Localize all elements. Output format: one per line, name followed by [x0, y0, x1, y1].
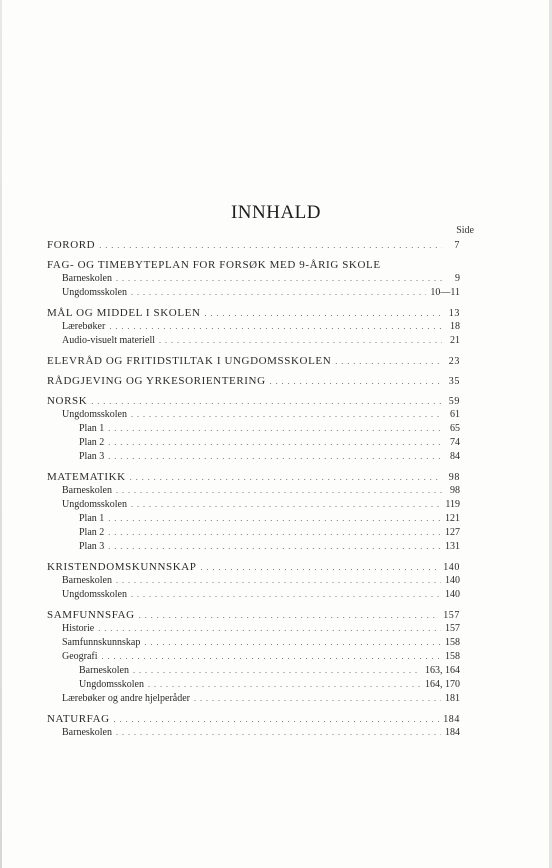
toc-entry-label: Ungdomsskolen: [62, 287, 127, 298]
toc-entry-label: Plan 1: [79, 513, 105, 524]
toc-entry: [47, 664, 460, 678]
toc-page-number: 119: [445, 499, 460, 510]
toc-entry-label: RÅDGJEVING OG YRKESORIENTERING: [47, 375, 266, 387]
toc-entry-label: Ungdomsskolen: [62, 589, 127, 600]
toc-entry-label: Plan 3: [79, 451, 105, 462]
toc-page-number: 157: [445, 623, 460, 634]
toc-entry-label: KRISTENDOMSKUNNSKAP: [47, 561, 197, 573]
toc-entry: [47, 692, 460, 706]
toc-entry: [47, 334, 460, 348]
toc-entry-label: ELEVRÅD OG FRITIDSTILTAK I UNGDOMSSKOLEN: [47, 355, 332, 367]
toc-entry-label: Lærebøker og andre hjelperåder: [62, 693, 190, 704]
toc-entry: [47, 450, 460, 464]
toc-page-number: 84: [450, 451, 460, 462]
page-edge-left: [0, 0, 2, 868]
toc-page-number: 158: [445, 651, 460, 662]
toc-page-number: 184: [443, 714, 460, 725]
toc-entry-label: MATEMATIKK: [47, 471, 126, 483]
toc-page-number: 61: [450, 409, 460, 420]
toc-entry: [47, 526, 460, 540]
toc-entry: [47, 678, 460, 692]
toc-entry: [47, 498, 460, 512]
toc-entry-label: Ungdomsskolen: [62, 499, 127, 510]
toc-dot-leader: [108, 512, 441, 526]
toc-entry: [47, 574, 460, 588]
toc-dot-leader: [270, 375, 442, 389]
toc-dot-leader: [102, 650, 441, 664]
toc-dot-leader: [133, 664, 421, 678]
toc-page-number: 98: [448, 472, 460, 483]
toc-entry-label: Barneskolen: [62, 575, 112, 586]
toc-entry: [47, 650, 460, 664]
toc-entry: [47, 608, 460, 622]
table-of-contents: [47, 238, 460, 740]
toc-entry: [47, 306, 460, 320]
toc-entry: [47, 540, 460, 554]
toc-entry-label: Lærebøker: [62, 321, 106, 332]
toc-dot-leader: [194, 692, 441, 706]
toc-entry: [47, 422, 460, 436]
toc-page-number: 140: [443, 562, 460, 573]
toc-dot-leader: [108, 436, 442, 450]
toc-entry: [47, 238, 460, 252]
toc-dot-leader: [131, 498, 441, 512]
toc-entry-label: Ungdomsskolen: [79, 679, 144, 690]
toc-page-number: 59: [448, 396, 460, 407]
toc-entry-label: Plan 3: [79, 541, 105, 552]
toc-dot-leader: [109, 320, 442, 334]
toc-dot-leader: [98, 622, 441, 636]
toc-entry: [47, 272, 460, 286]
toc-entry: [47, 374, 460, 388]
toc-entry: [47, 286, 460, 300]
toc-dot-leader: [116, 726, 441, 740]
toc-dot-leader: [201, 561, 440, 575]
toc-entry: [47, 712, 460, 726]
toc-page-number: 98: [450, 485, 460, 496]
toc-dot-leader: [116, 272, 442, 286]
toc-entry: [47, 622, 460, 636]
toc-page-number: 164, 170: [425, 679, 460, 690]
toc-entry: [47, 258, 460, 272]
page-column-label: Side: [456, 225, 474, 236]
toc-page-number: 23: [448, 356, 460, 367]
toc-entry-label: Barneskolen: [79, 665, 129, 676]
toc-page-number: 184: [445, 727, 460, 738]
toc-entry-label: NORSK: [47, 395, 88, 407]
toc-entry: [47, 470, 460, 484]
toc-page-number: 158: [445, 637, 460, 648]
toc-page-number: 131: [445, 541, 460, 552]
toc-dot-leader: [131, 408, 442, 422]
page-title: INNHALD: [230, 202, 322, 223]
toc-dot-leader: [130, 471, 442, 485]
toc-page-number: 140: [445, 589, 460, 600]
toc-entry-label: Audio-visuelt materiell: [62, 335, 156, 346]
toc-page-number: 9: [455, 273, 460, 284]
toc-page-number: 18: [450, 321, 460, 332]
toc-dot-leader: [108, 450, 442, 464]
toc-entry: [47, 588, 460, 602]
toc-page-number: 65: [450, 423, 460, 434]
toc-dot-leader: [335, 355, 442, 369]
toc-entry-label: MÅL OG MIDDEL I SKOLEN: [47, 307, 201, 319]
toc-entry: [47, 320, 460, 334]
toc-page-number: 10—11: [430, 287, 460, 298]
toc-page-number: 13: [448, 308, 460, 319]
toc-dot-leader: [116, 574, 441, 588]
toc-page-number: 35: [448, 376, 460, 387]
toc-page-number: 157: [443, 610, 460, 621]
toc-entry: [47, 394, 460, 408]
toc-dot-leader: [114, 713, 440, 727]
toc-entry-label: FORORD: [47, 239, 96, 251]
toc-page-number: 127: [445, 527, 460, 538]
toc-entry: [47, 512, 460, 526]
toc-entry: [47, 436, 460, 450]
toc-entry-label: Barneskolen: [62, 727, 112, 738]
toc-entry-label: Plan 2: [79, 527, 105, 538]
toc-dot-leader: [159, 334, 442, 348]
toc-entry: [47, 408, 460, 422]
toc-dot-leader: [131, 286, 426, 300]
toc-entry-label: Plan 2: [79, 437, 105, 448]
toc-page-number: 163, 164: [425, 665, 460, 676]
toc-page-number: 7: [454, 240, 460, 251]
toc-page-number: 21: [450, 335, 460, 346]
toc-entry-label: NATURFAG: [47, 713, 110, 725]
toc-entry-label: Geografi: [62, 651, 98, 662]
toc-dot-leader: [148, 678, 421, 692]
toc-entry: [47, 636, 460, 650]
toc-dot-leader: [116, 484, 442, 498]
toc-entry-label: Plan 1: [79, 423, 105, 434]
toc-page-number: 181: [445, 693, 460, 704]
toc-dot-leader: [108, 540, 441, 554]
toc-page-number: 74: [450, 437, 460, 448]
toc-dot-leader: [205, 307, 442, 321]
toc-dot-leader: [139, 609, 439, 623]
toc-entry-label: FAG- OG TIMEBYTEPLAN FOR FORSØK MED 9-ÅRIG SKOLE: [47, 259, 381, 271]
toc-entry: [47, 726, 460, 740]
toc-entry: [47, 484, 460, 498]
toc-entry-label: Historie: [62, 623, 95, 634]
toc-entry-label: Ungdomsskolen: [62, 409, 127, 420]
toc-dot-leader: [108, 422, 442, 436]
toc-page-number: 140: [445, 575, 460, 586]
toc-dot-leader: [144, 636, 441, 650]
toc-dot-leader: [99, 239, 442, 253]
toc-entry: [47, 560, 460, 574]
toc-dot-leader: [131, 588, 441, 602]
toc-entry-label: Barneskolen: [62, 485, 112, 496]
toc-page-number: 121: [445, 513, 460, 524]
toc-entry-label: Samfunnskunnskap: [62, 637, 141, 648]
toc-dot-leader: [91, 395, 442, 409]
toc-entry: [47, 354, 460, 368]
toc-dot-leader: [108, 526, 441, 540]
toc-entry-label: SAMFUNNSFAG: [47, 609, 135, 621]
toc-entry-label: Barneskolen: [62, 273, 112, 284]
